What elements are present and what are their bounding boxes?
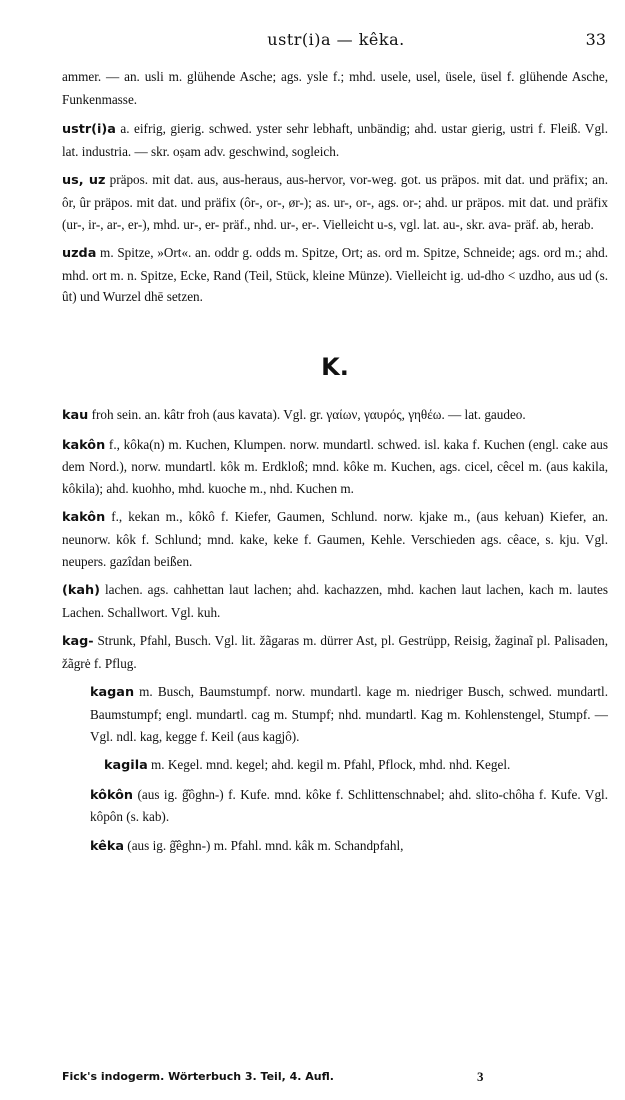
entry-lemma: us, uz (62, 173, 106, 189)
entry-text: ammer. — an. usli m. glühende Asche; ags. ysle f.; mhd. usele, usel, üsele, üsel f. glühende Asche, Funkenmasse. (62, 69, 608, 107)
entry-text: m. Kegel. mnd. kegel; ahd. kegil m. Pfahl, Pflock, mhd. nhd. Kegel. (147, 757, 511, 773)
entry-text: m. Spitze, »Ort«. an. oddr g. odds m. Spitze, Ort; as. ord m. Spitze, Schneide; ags. ord m.; ahd. mhd. ort m. n. Spitze, Ecke, Rand (Teil, Stück, kleine Münze). Vielleicht ig. ud-dho < uzdho, aus ud (s. ût) und Wurzel dhē setzen. (62, 245, 608, 305)
entry-text: (aus ig. ĝ̑ôghn-) f. Kufe. mnd. kôke f. Schlittenschnabel; ahd. slito-chôha f. Kufe. Vgl. kôpôn (s. kab). (90, 786, 608, 825)
dictionary-entry (62, 506, 608, 572)
entry-text: präpos. mit dat. aus, aus-heraus, aus-hervor, vor-weg. got. us präpos. mit dat. und präfix; an. ôr, ûr präpos. mit dat. und präfix (ôr-, or-, ør-); as. ur-, or-, ags. or-; ahd. ur präpos. mit dat. und präfix (ur-, ir-, ar-, er-), mhd. ur-, er- präf., nhd. ur-, er-. Vielleicht u-s, vgl. lat. au-, skr. ava- präf. ab, herab. (62, 172, 608, 232)
dictionary-subentry (90, 784, 608, 828)
entries-column (62, 66, 608, 865)
entry-lemma: ustr(i)a (62, 122, 116, 138)
entry-text: f., kôka(n) m. Kuchen, Klumpen. norw. mundartl. schwed. isl. kaka f. Kuchen (engl. cake aus dem Nord.), norw. mundartl. kôk m. Erdkloß; mnd. kôke m. Kuchen, ags. cicel, cêcel m. (aus kakila, kôkila); ahd. kuohho, mhd. kuoche m., nhd. Kuchen m. (62, 436, 608, 496)
entry-text: f., kekan m., kôkô f. Kiefer, Gaumen, Schlund. norw. kjake m., (aus keƕan) Kiefer, an. neunorw. kôk f. Schlund; mnd. kake, keke f. Gaumen, Kehle. Verschieden ags. cêace, s. kju. Vgl. neupers. gazîdan beißen. (62, 509, 608, 569)
entry-lemma: kagan (90, 685, 135, 701)
running-head-title: ustr(i)a — kêka. (267, 30, 405, 49)
section-letter-heading: K. (321, 352, 349, 381)
entry-lemma: kagila (104, 758, 148, 774)
footer-citation: Fick's indogerm. Wörterbuch 3. Teil, 4. Aufl. (62, 1070, 334, 1083)
entry-lemma: kôkôn (90, 787, 134, 803)
entry-lemma: kêka (90, 839, 124, 855)
dictionary-entry (62, 404, 608, 427)
dictionary-entry (62, 434, 608, 500)
entry-text: (aus ig. ĝ̑êghn-) m. Pfahl. mnd. kâk m. Schandpfahl, (124, 838, 404, 854)
dictionary-entry (62, 118, 608, 162)
page-footer (62, 1070, 608, 1088)
entry-lemma: uzda (62, 246, 97, 262)
entry-text: lachen. ags. cahhettan laut lachen; ahd. kachazzen, mhd. kachen laut lachen, kach m. lautes Lachen. Schallwort. Vgl. kuh. (62, 582, 608, 620)
dictionary-subentry (104, 754, 608, 777)
running-head (66, 30, 606, 52)
dictionary-entry (62, 579, 608, 623)
entry-lemma: kau (62, 407, 89, 423)
entry-lemma: kakôn (62, 510, 106, 526)
entry-text: froh sein. an. kâtr froh (aus kavata). Vgl. gr. γαίων, γαυρός, γηθέω. — lat. gaudeo. (88, 406, 526, 422)
entry-text: m. Busch, Baumstumpf. norw. mundartl. kage m. niedriger Busch, schwed. mundartl. Baumstumpf; engl. mundartl. cag m. Stumpf; nhd. mundartl. Kag m. Kohlenstengel, Stumpf. — Vgl. ndl. kag, kegge f. Keil (aus kagjô). (90, 684, 608, 744)
dictionary-subentry (90, 835, 608, 858)
dictionary-entry (62, 169, 608, 235)
entry-lemma: kakôn (62, 437, 106, 453)
dictionary-entry (62, 242, 608, 308)
dictionary-entry (62, 630, 608, 674)
entry-lemma: (kah) (62, 583, 100, 599)
signature-mark: 3 (477, 1069, 484, 1084)
entry-text: a. eifrig, gierig. schwed. yster sehr lebhaft, unbändig; ahd. ustar gierig, ustri f. Fleiß. Vgl. lat. industria. — skr. oṣam adv. geschwind, sogleich. (62, 121, 608, 159)
dictionary-entry (62, 66, 608, 110)
entry-lemma: kag- (62, 634, 94, 650)
page-number: 33 (585, 30, 606, 49)
dictionary-subentry (90, 681, 608, 747)
entry-text: Strunk, Pfahl, Busch. Vgl. lit. žãgaras m. dürrer Ast, pl. Gestrüpp, Reisig, žaginaĩ pl. Palisaden, žãgrė f. Pflug. (62, 633, 608, 671)
